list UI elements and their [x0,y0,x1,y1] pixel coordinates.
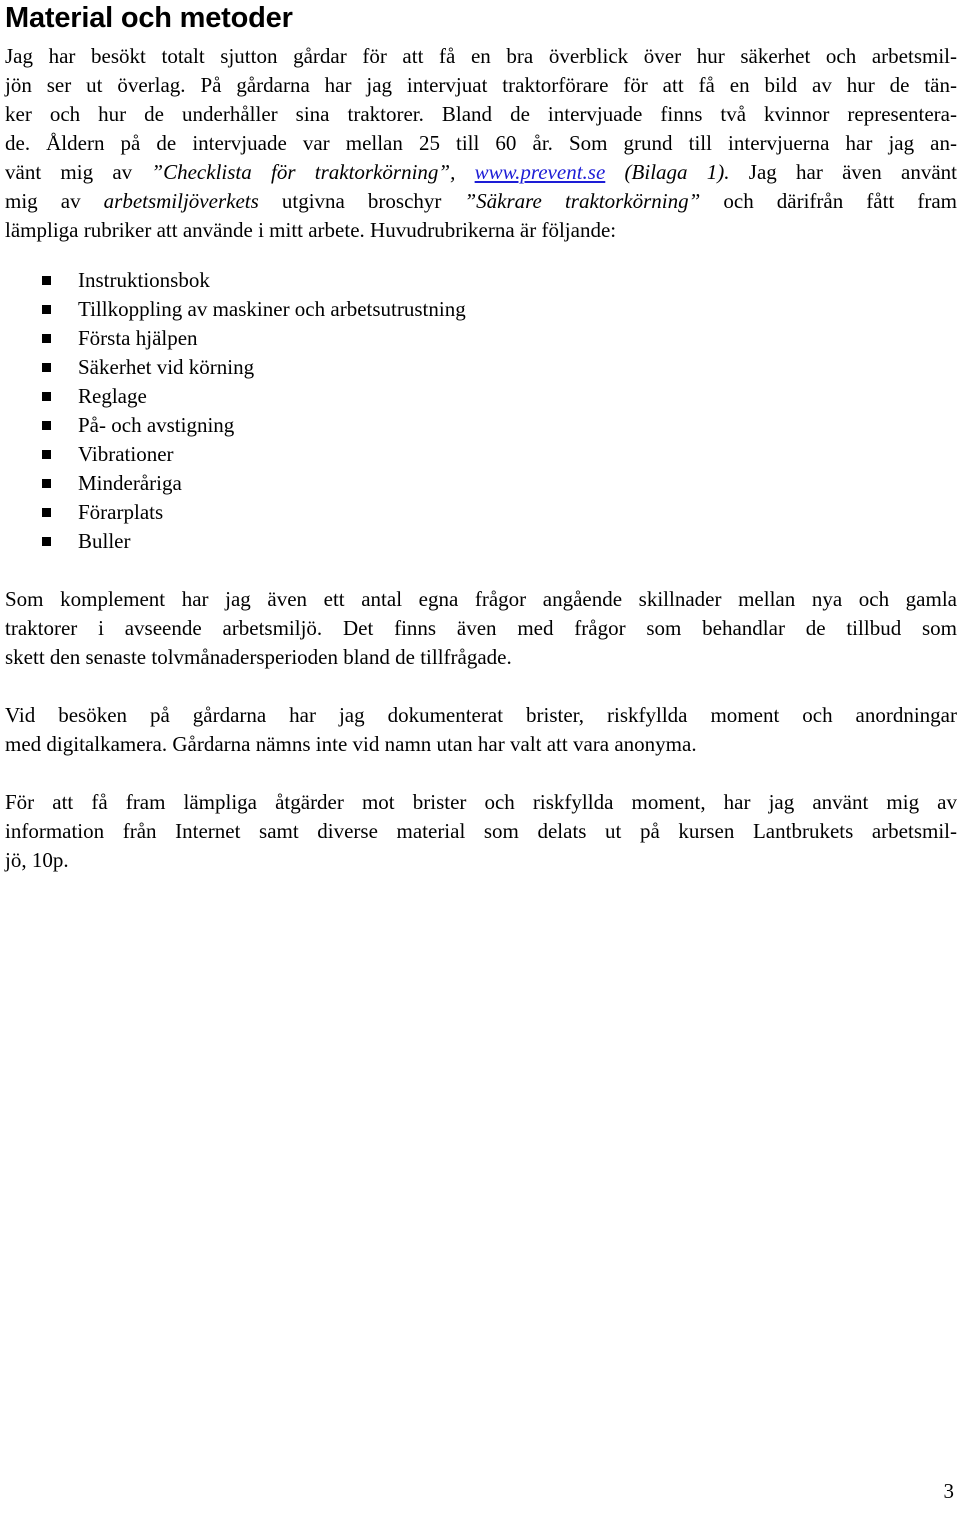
list-item [5,411,957,440]
list-item [5,324,957,353]
list-item-label: Minderåriga [78,471,182,495]
checklist-title: ”Checklista för traktorkörning”, [151,160,475,184]
list-item-label: Första hjälpen [78,326,198,350]
paragraph-line: jö, 10p. [5,848,69,872]
square-bullet-icon [42,276,51,285]
square-bullet-icon [42,334,51,343]
topic-list [5,266,957,556]
square-bullet-icon [42,363,51,372]
list-item [5,295,957,324]
brochure-title: ”Säkrare traktorkörning” [464,189,701,213]
list-item [5,382,957,411]
intro-line: jön ser ut överlag. På gårdarna har jag intervjuat traktorförare för att få en bild av hur de tän- [5,73,957,97]
appendix-ref: (Bilaga 1). [605,160,730,184]
list-item [5,498,957,527]
square-bullet-icon [42,479,51,488]
paragraph-line: Som komplement har jag även ett antal egna frågor angående skillnader mellan nya och gamla [5,587,957,611]
page-number: 3 [943,1479,954,1503]
visits-paragraph [5,701,957,759]
text-run: och därifrån fått fram [700,189,957,213]
square-bullet-icon [42,450,51,459]
list-item [5,353,957,382]
document-page [5,0,957,875]
organization-name: arbetsmiljöverkets [103,189,259,213]
intro-line [5,187,957,216]
list-item-label: Reglage [78,384,147,408]
list-item [5,469,957,498]
text-run: vänt mig av [5,160,152,184]
list-item [5,527,957,556]
list-item-label: Buller [78,529,131,553]
prevent-link[interactable]: www.prevent.se [474,160,606,184]
list-item [5,440,957,469]
list-item-label: Instruktionsbok [78,268,210,292]
measures-paragraph [5,788,957,875]
intro-line: de. Åldern på de intervjuade var mellan 25 till 60 år. Som grund till intervjuerna har jag an- [5,131,957,155]
list-item [5,266,957,295]
list-item-label: Säkerhet vid körning [78,355,255,379]
paragraph-line: skett den senaste tolvmånadersperioden bland de tillfrågade. [5,645,512,669]
square-bullet-icon [42,421,51,430]
list-item-label: Tillkoppling av maskiner och arbetsutrustning [78,297,466,321]
list-item-label: Förarplats [78,500,164,524]
list-item-label: Vibrationer [78,442,174,466]
intro-line: ker och hur de underhåller sina traktorer. Bland de intervjuade finns två kvinnor representera- [5,102,957,126]
paragraph-line: För att få fram lämpliga åtgärder mot brister och riskfyllda moment, har jag använt mig av [5,790,957,814]
text-run: utgivna broschyr [258,189,465,213]
complement-paragraph [5,585,957,672]
list-item-label: På- och avstigning [78,413,235,437]
square-bullet-icon [42,392,51,401]
intro-paragraph [5,42,957,245]
text-run: Jag har även använt [729,160,957,184]
text-run: mig av [5,189,104,213]
intro-line: Jag har besökt totalt sjutton gårdar för att få en bra överblick över hur säkerhet och arbetsmil- [5,44,957,68]
intro-line: lämpliga rubriker att använde i mitt arbete. Huvudrubrikerna är följande: [5,218,617,242]
paragraph-line: Vid besöken på gårdarna har jag dokumenterat brister, riskfyllda moment och anordningar [5,703,957,727]
intro-line-with-link [5,158,957,187]
section-heading: Material och metoder [5,2,293,34]
square-bullet-icon [42,508,51,517]
paragraph-line: information från Internet samt diverse material som delats ut på kursen Lantbrukets arbetsmil- [5,819,957,843]
paragraph-line: traktorer i avseende arbetsmiljö. Det finns även med frågor som behandlar de tillbud som [5,616,957,640]
paragraph-line: med digitalkamera. Gårdarna nämns inte vid namn utan har valt att vara anonyma. [5,732,697,756]
square-bullet-icon [42,305,51,314]
square-bullet-icon [42,537,51,546]
